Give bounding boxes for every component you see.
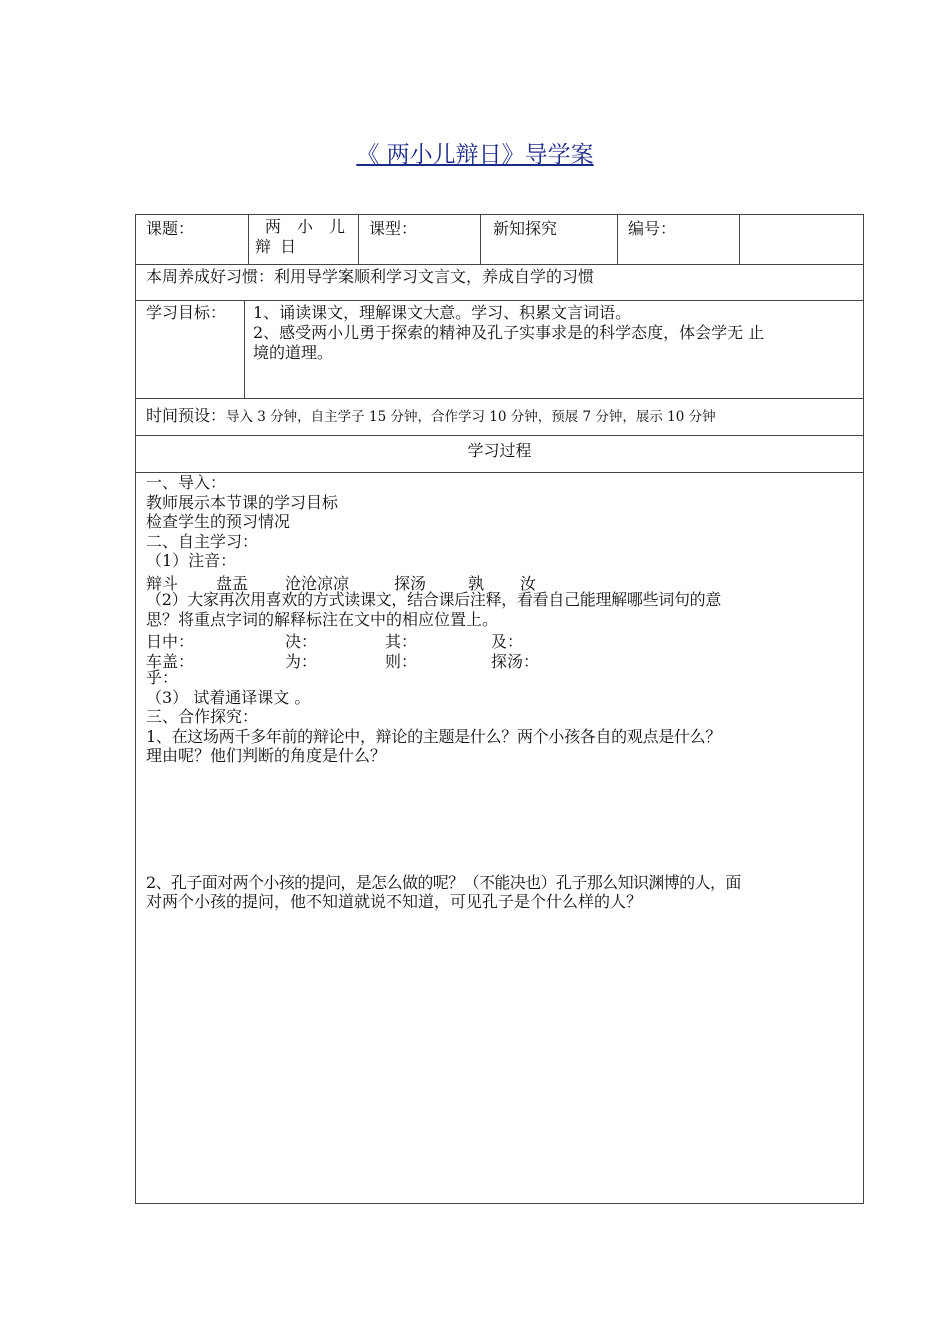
- pinyin-word: 盘盂: [216, 573, 249, 593]
- habit-row: [136, 265, 863, 301]
- header-row: [136, 215, 863, 265]
- topic-value-cell: [249, 215, 359, 264]
- objectives-label: 学习目标：: [146, 303, 227, 322]
- objectives-label-cell: [136, 301, 245, 398]
- habit-text: 本周养成好习惯：利用导学案顺利学习文言文，养成自学的习惯: [146, 267, 595, 286]
- terms-row: [146, 649, 856, 669]
- term: 乎：: [146, 668, 179, 687]
- pinyin-word: 汝: [520, 573, 537, 593]
- type-value-cell: [481, 215, 618, 264]
- topic-label: 课题：: [146, 219, 195, 238]
- process-heading-row: [136, 436, 863, 473]
- translate-task: （3） 试着通译课文 。: [146, 687, 311, 707]
- answer-space-1: [146, 766, 856, 873]
- term: 决：: [285, 632, 318, 651]
- term: 日中：: [146, 632, 195, 651]
- explain-line: （2）大家再次用喜欢的方式读课文，结合课后注释，看看自己能理解哪些词句的意: [146, 590, 722, 609]
- time-plan-label: 时间预设：: [146, 406, 227, 425]
- pinyin-title: （1）注音：: [146, 551, 237, 570]
- time-plan: [146, 403, 716, 426]
- objectives-content-cell: [245, 301, 863, 398]
- section-intro-title: 一、导入：: [146, 473, 227, 492]
- pinyin-word: 辩斗: [146, 573, 179, 593]
- objective-item: 1、诵读课文，理解课文大意。学习、积累文言词语。: [253, 303, 632, 322]
- pinyin-word: 孰: [468, 573, 485, 593]
- pinyin-words: [146, 571, 856, 591]
- section-self-study-title: 二、自主学习：: [146, 531, 259, 551]
- process-heading: 学习过程: [467, 441, 532, 460]
- process-content: [146, 473, 856, 912]
- term: 其：: [385, 632, 418, 651]
- number-label-cell: [618, 215, 740, 264]
- number-label: 编号：: [628, 219, 677, 238]
- term: 则：: [385, 651, 418, 671]
- time-plan-text: 导入 3 分钟，自主学子 15 分钟，合作学习 10 分钟，预展 7 分钟，展示 10 分钟: [226, 409, 716, 425]
- objective-item: 2、感受两小儿勇于探索的精神及孔子实事求是的科学态度，体会学无 止: [253, 323, 765, 342]
- type-value: 新知探究: [493, 219, 558, 238]
- objective-item: 境的道理。: [253, 343, 334, 362]
- study-guide-table: [135, 214, 864, 1204]
- pinyin-word: 探汤: [394, 573, 427, 593]
- explain-line: 思？将重点字词的解释标注在文中的相应位置上。: [146, 609, 499, 629]
- intro-line: 检查学生的预习情况: [146, 512, 291, 531]
- objectives-row: [136, 301, 863, 399]
- time-plan-row: [136, 399, 863, 436]
- term: 探汤：: [491, 651, 540, 671]
- type-label-cell: [359, 215, 481, 264]
- intro-line: 教师展示本节课的学习目标: [146, 492, 339, 512]
- section-cooperate-title: 三、合作探究：: [146, 707, 259, 726]
- topic-label-cell: [136, 215, 249, 264]
- number-value-cell: [740, 215, 863, 264]
- terms-row: [146, 629, 856, 649]
- page-title: 《 两小儿辩日》导学案: [356, 142, 594, 168]
- type-label: 课型：: [369, 219, 418, 238]
- question-2-line: 对两个小孩的提问，他不知道就说不知道，可见孔子是个什么样的人？: [146, 892, 643, 911]
- pinyin-word: 沧沧凉凉: [285, 573, 350, 593]
- term: 为：: [285, 651, 318, 671]
- question-1-line: 1、在这场两千多年前的辩论中，辩论的主题是什么？两个小孩各自的观点是什么？: [146, 726, 722, 746]
- term: 及：: [491, 632, 524, 651]
- term: 车盖：: [146, 651, 195, 671]
- question-2-line: 2、孔子面对两个小孩的提问，是怎么做的呢？（不能决也）孔子那么知识渊博的人，面: [146, 872, 741, 892]
- question-1-line: 理由呢？他们判断的角度是什么？: [146, 746, 387, 765]
- topic-value: 两 小 儿 辩 日: [255, 217, 347, 256]
